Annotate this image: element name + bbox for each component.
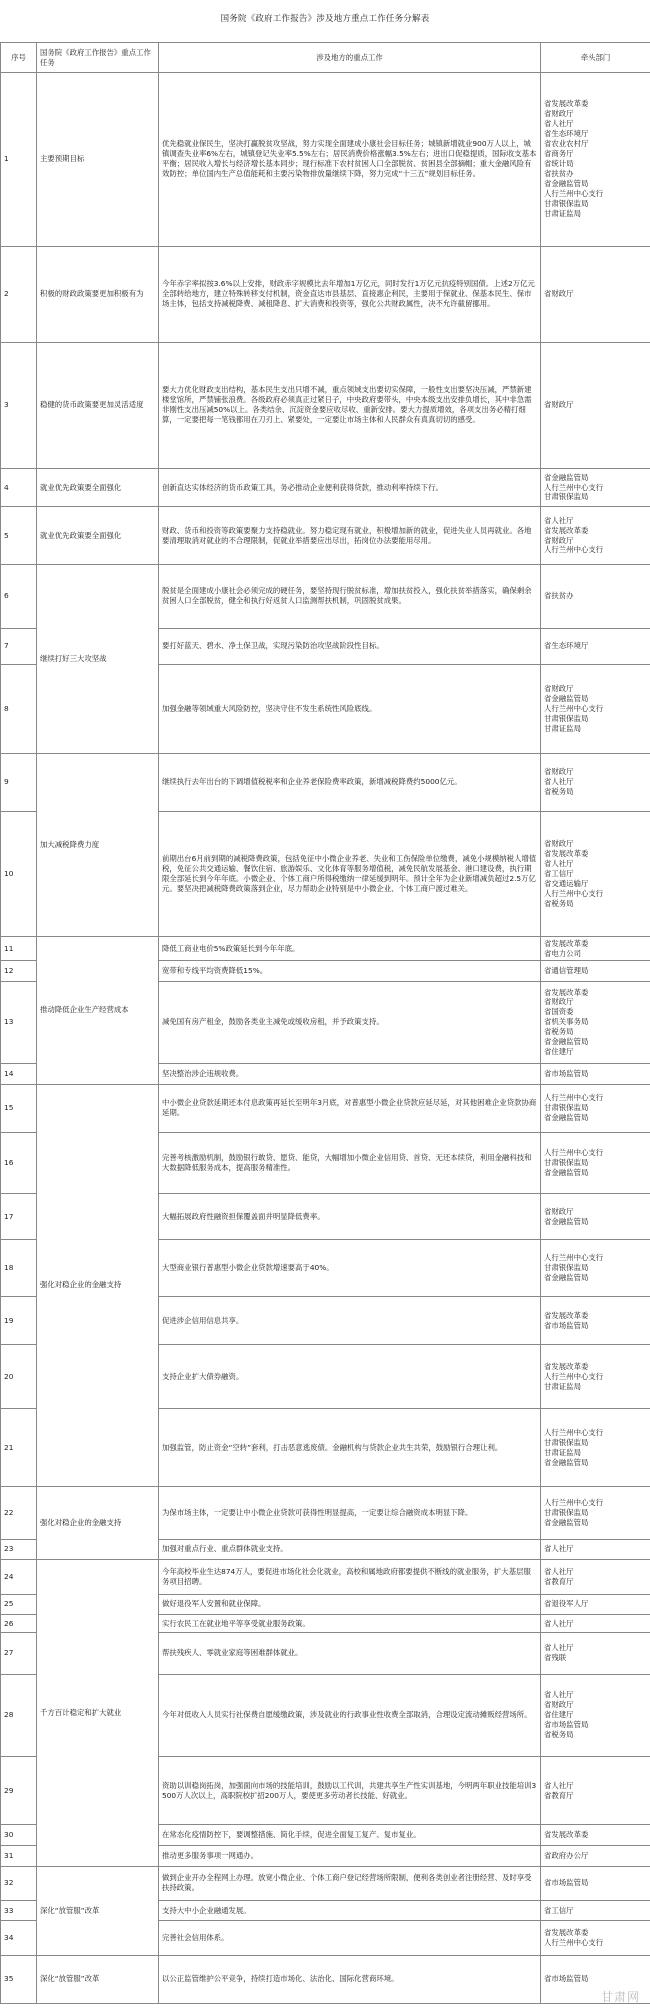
row-number: 10	[1, 811, 37, 937]
work-description: 为保市场主体，一定要让中小微企业贷款可获得性明显提高，一定要让综合融资成本明显下降。	[159, 1487, 541, 1540]
lead-department: 省财政厅 省人社厅 省税务局	[541, 754, 650, 811]
header-work: 涉及地方的重点工作	[159, 43, 541, 73]
work-description: 做到企业开办全程网上办理。放宽小微企业、个体工商户登记经营场所限制，便利各类创业者注册经营、及时享受扶持政策。	[159, 1866, 541, 1900]
lead-department: 省金融监管局 人行兰州中心支行 甘肃银保监局	[541, 468, 650, 507]
work-description: 做好退役军人安置和就业保障。	[159, 1594, 541, 1615]
lead-department: 省发展改革委	[541, 1825, 650, 1846]
table-row	[1, 468, 650, 507]
row-number: 23	[1, 1539, 37, 1560]
work-description: 大型商业银行普惠型小微企业贷款增速要高于40%。	[159, 1240, 541, 1297]
lead-department: 省生态环境厅	[541, 628, 650, 665]
work-description: 继续执行去年出台的下调增值税税率和企业养老保险费率政策，新增减税降费约5000亿元。	[159, 754, 541, 811]
row-number: 20	[1, 1345, 37, 1409]
task-category: 稳健的货币政策要更加灵活适度	[37, 342, 159, 468]
work-description: 今年对低收入人员实行社保费自愿缓缴政策，涉及就业的行政事业性收费全部取消，合理设定流动摊贩经营场所。	[159, 1674, 541, 1756]
page-title: 国务院《政府工作报告》涉及地方重点工作任务分解表	[220, 14, 430, 24]
row-number: 15	[1, 1084, 37, 1132]
work-description: 今年高校毕业生达874万人，要促进市场化社会化就业，高校和属地政府都要提供不断线的就业服务，扩大基层服务项目招聘。	[159, 1560, 541, 1594]
table-body	[1, 73, 650, 2004]
lead-department: 省市场监管局	[541, 1955, 650, 2003]
lead-department: 省人社厅	[541, 1539, 650, 1560]
work-description: 要大力优化财政支出结构，基本民生支出只增不减，重点领域支出要切实保障，一般性支出要坚决压减，严禁新建楼堂馆所，严禁铺张浪费。各级政府必须真正过紧日子，中央政府要带头，中央本级支出安排负增长，其中非急需非刚性支出压减50%以上。各类结余、沉淀资金要应收尽收、重新安排。要大力提质增效，各项支出务必精打细算，一定要把每一笔钱都用在刀刃上、紧要处，一定要让市场主体和人民群众有真真切切的感受。	[159, 342, 541, 468]
row-number: 1	[1, 73, 37, 247]
row-number: 2	[1, 246, 37, 342]
row-number: 18	[1, 1240, 37, 1297]
table-row	[1, 73, 650, 247]
lead-department: 人行兰州中心支行 甘肃银保监局 省金融监管局	[541, 1487, 650, 1540]
work-description: 支持企业扩大债券融资。	[159, 1345, 541, 1409]
table-row	[1, 1866, 650, 1900]
lead-department: 省扶贫办	[541, 564, 650, 628]
row-number: 31	[1, 1846, 37, 1867]
row-number: 29	[1, 1756, 37, 1825]
row-number: 6	[1, 564, 37, 628]
work-description: 中小微企业贷款延期还本付息政策再延长至明年3月底，对普惠型小微企业贷款应延尽延，对其他困难企业贷款协商延期。	[159, 1084, 541, 1132]
lead-department: 人行兰州中心支行 甘肃银保监局 甘肃证监局 省金融监管局	[541, 1409, 650, 1487]
work-description: 支持大中小企业融通发展。	[159, 1900, 541, 1921]
work-description: 优先稳就业保民生，坚决打赢脱贫攻坚战，努力实现全面建成小康社会目标任务；城镇新增就业900万人以上，城镇调查失业率6%左右，城镇登记失业率5.5%左右；居民消费价格涨幅3.5%左右；进出口促稳提质，国际收支基本平衡；居民收入增长与经济增长基本同步；现行标准下农村贫困人口全部脱贫、贫困县全部摘帽；重大金融风险有效防控；单位国内生产总值能耗和主要污染物排放量继续下降，努力完成“十三五”规划目标任务。	[159, 73, 541, 247]
table-row	[1, 507, 650, 564]
work-description: 帮扶残疾人、零就业家庭等困难群体就业。	[159, 1633, 541, 1674]
row-number: 34	[1, 1921, 37, 1955]
lead-department: 省发展改革委 人行兰州中心支行 甘肃证监局	[541, 1345, 650, 1409]
row-number: 4	[1, 468, 37, 507]
work-description: 资助以训稳岗拓岗，加强面向市场的技能培训，鼓励以工代训，共建共享生产性实训基地，今明两年职业技能培训3500万人次以上，高职院校扩招200万人，要使更多劳动者长技能、好就业。	[159, 1756, 541, 1825]
row-number: 28	[1, 1674, 37, 1756]
row-number: 13	[1, 981, 37, 1063]
work-description: 要打好蓝天、碧水、净土保卫战，实现污染防治攻坚战阶段性目标。	[159, 628, 541, 665]
lead-department: 省人社厅 省教育厅	[541, 1560, 650, 1594]
task-category: 积极的财政政策要更加积极有为	[37, 246, 159, 342]
task-category: 深化“放管服”改革	[37, 1866, 159, 1955]
table-row	[1, 1084, 650, 1132]
row-number: 9	[1, 754, 37, 811]
row-number: 35	[1, 1955, 37, 2003]
lead-department: 省人社厅 省发展改革委 省财政厅 人行兰州中心支行	[541, 507, 650, 564]
row-number: 27	[1, 1633, 37, 1674]
row-number: 17	[1, 1194, 37, 1240]
task-category: 主要预期目标	[37, 73, 159, 247]
row-number: 8	[1, 665, 37, 754]
row-number: 19	[1, 1297, 37, 1345]
work-description: 推动更多服务事项一网通办。	[159, 1846, 541, 1867]
lead-department: 省工信厅	[541, 1900, 650, 1921]
lead-department: 人行兰州中心支行 甘肃银保监局 省金融监管局	[541, 1240, 650, 1297]
work-description: 完善考核激励机制，鼓励银行敢贷、愿贷、能贷，大幅增加小微企业信用贷、首贷、无还本续贷，利用金融科技和大数据降低服务成本，提高服务精准性。	[159, 1132, 541, 1194]
row-number: 11	[1, 937, 37, 961]
lead-department: 省人社厅 省教育厅	[541, 1756, 650, 1825]
row-number: 14	[1, 1064, 37, 1085]
task-category: 深化“放管服”改革	[37, 1955, 159, 2003]
row-number: 24	[1, 1560, 37, 1594]
header-dept: 牵头部门	[541, 43, 650, 73]
task-category: 强化对稳企业的金融支持	[37, 1084, 159, 1486]
lead-department: 省市场监管局	[541, 1064, 650, 1085]
task-category: 推动降低企业生产经营成本	[37, 937, 159, 1084]
lead-department: 省发展改革委 省电力公司	[541, 937, 650, 961]
table-row	[1, 1487, 650, 1540]
row-number: 21	[1, 1409, 37, 1487]
table-row	[1, 342, 650, 468]
row-number: 32	[1, 1866, 37, 1900]
task-category: 强化对稳企业的金融支持	[37, 1487, 159, 1560]
work-description: 完善社会信用体系。	[159, 1921, 541, 1955]
lead-department: 省发展改革委 省市场监管局	[541, 1297, 650, 1345]
task-category: 千方百计稳定和扩大就业	[37, 1560, 159, 1866]
work-description: 前期出台6月前到期的减税降费政策，包括免征中小微企业养老、失业和工伤保险单位缴费，减免小规模纳税人增值税，免征公共交通运输、餐饮住宿、旅游娱乐、文化体育等服务增值税，减免民航发展基金、港口建设费，执行期限全部延长到今年年底。小微企业、个体工商户所得税缴纳一律延缓到明年。预计全年为企业新增减负超过2.5万亿元。要坚决把减税降费政策落到企业，尽力帮助企业特别是中小微企业、个体工商户渡过难关。	[159, 811, 541, 937]
work-description: 在常态化疫情防控下，要调整措施、简化手续，促进全面复工复产、复市复业。	[159, 1825, 541, 1846]
work-description: 财政、货币和投资等政策要聚力支持稳就业。努力稳定现有就业，积极增加新的就业，促进失业人员再就业。各地要清理取消对就业的不合理限制，促就业举措要应出尽出，拓岗位办法要能用尽用。	[159, 507, 541, 564]
work-description: 减免国有房产租金，鼓励各类业主减免或缓收房租，并予政策支持。	[159, 981, 541, 1063]
lead-department: 省发展改革委 省财政厅 省国资委 省机关事务局 省税务局 省金融监管局 省住建厅	[541, 981, 650, 1063]
lead-department: 省人社厅	[541, 1615, 650, 1633]
work-description: 以公正监管维护公平竞争，持续打造市场化、法治化、国际化营商环境。	[159, 1955, 541, 2003]
task-table	[0, 42, 650, 2004]
row-number: 3	[1, 342, 37, 468]
lead-department: 省财政厅 省金融监管局	[541, 1194, 650, 1240]
task-category: 继续打好三大攻坚战	[37, 564, 159, 754]
lead-department: 人行兰州中心支行 甘肃银保监局 省金融监管局	[541, 1084, 650, 1132]
header-num: 序号	[1, 43, 37, 73]
table-row	[1, 1955, 650, 2003]
row-number: 26	[1, 1615, 37, 1633]
table-row	[1, 564, 650, 628]
lead-department: 省财政厅	[541, 246, 650, 342]
work-description: 今年赤字率拟按3.6%以上安排，财政赤字规模比去年增加1万亿元，同时发行1万亿元抗疫特别国债。上述2万亿元全部转给地方，建立特殊转移支付机制，资金直达市县基层、直接惠企利民，主要用于保就业、保基本民生、保市场主体，包括支持减税降费、减租降息、扩大消费和投资等，强化公共财政属性，决不允许截留挪用。	[159, 246, 541, 342]
work-description: 加强对重点行业、重点群体就业支持。	[159, 1539, 541, 1560]
row-number: 30	[1, 1825, 37, 1846]
lead-department: 省财政厅 省金融监管局 人行兰州中心支行 甘肃银保监局 甘肃证监局	[541, 665, 650, 754]
row-number: 5	[1, 507, 37, 564]
lead-department: 省发展改革委 省财政厅 省人社厅 省生态环境厅 省农业农村厅 省商务厅 省统计局 省扶贫办 省金融监管局 人行兰州中心支行 甘肃银保监局 甘肃证监局	[541, 73, 650, 247]
lead-department: 省市场监管局	[541, 1866, 650, 1900]
work-description: 大幅拓展政府性融资担保覆盖面并明显降低费率。	[159, 1194, 541, 1240]
row-number: 12	[1, 961, 37, 982]
lead-department: 省通信管理局	[541, 961, 650, 982]
table-row	[1, 1560, 650, 1594]
lead-department: 省人社厅 省财政厅 省住建厅 省市场监管局 省税务局	[541, 1674, 650, 1756]
work-description: 脱贫是全面建成小康社会必须完成的硬任务，要坚持现行脱贫标准，增加扶贫投入，强化扶贫举措落实，确保剩余贫困人口全部脱贫，健全和执行好返贫人口监测帮扶机制，巩固脱贫成果。	[159, 564, 541, 628]
row-number: 16	[1, 1132, 37, 1194]
lead-department: 省退役军人厅	[541, 1594, 650, 1615]
lead-department: 省财政厅 省发展改革委 省人社厅 省工信厅 省交通运输厅 人行兰州中心支行 省税务局	[541, 811, 650, 937]
row-number: 25	[1, 1594, 37, 1615]
work-description: 加强金融等领域重大风险防控，坚决守住不发生系统性风险底线。	[159, 665, 541, 754]
lead-department: 人行兰州中心支行 甘肃银保监局 省金融监管局	[541, 1132, 650, 1194]
table-row	[1, 937, 650, 961]
task-category: 就业优先政策要全面强化	[37, 468, 159, 507]
row-number: 7	[1, 628, 37, 665]
work-description: 创新直达实体经济的货币政策工具，务必推动企业便利获得贷款，推动利率持续下行。	[159, 468, 541, 507]
work-description: 实行农民工在就业地平等享受就业服务政策。	[159, 1615, 541, 1633]
lead-department: 省政府办公厅	[541, 1846, 650, 1867]
work-description: 降低工商业电价5%政策延长到今年年底。	[159, 937, 541, 961]
task-category: 就业优先政策要全面强化	[37, 507, 159, 564]
lead-department: 省发展改革委 人行兰州中心支行	[541, 1921, 650, 1955]
table-header-row	[1, 43, 650, 73]
task-category: 加大减税降费力度	[37, 754, 159, 937]
row-number: 22	[1, 1487, 37, 1540]
work-description: 加强监管，防止资金“空转”套利，打击恶意逃废债。金融机构与贷款企业共生共荣，鼓励银行合理让利。	[159, 1409, 541, 1487]
table-row	[1, 246, 650, 342]
site-watermark: 甘肃网	[600, 1990, 640, 2004]
work-description: 宽带和专线平均资费降低15%。	[159, 961, 541, 982]
table-row	[1, 754, 650, 811]
work-description: 坚决整治涉企违规收费。	[159, 1064, 541, 1085]
lead-department: 省人社厅 省残联	[541, 1633, 650, 1674]
work-description: 促进涉企信用信息共享。	[159, 1297, 541, 1345]
lead-department: 省财政厅	[541, 342, 650, 468]
row-number: 33	[1, 1900, 37, 1921]
header-task: 国务院《政府工作报告》重点工作任务	[37, 43, 159, 73]
